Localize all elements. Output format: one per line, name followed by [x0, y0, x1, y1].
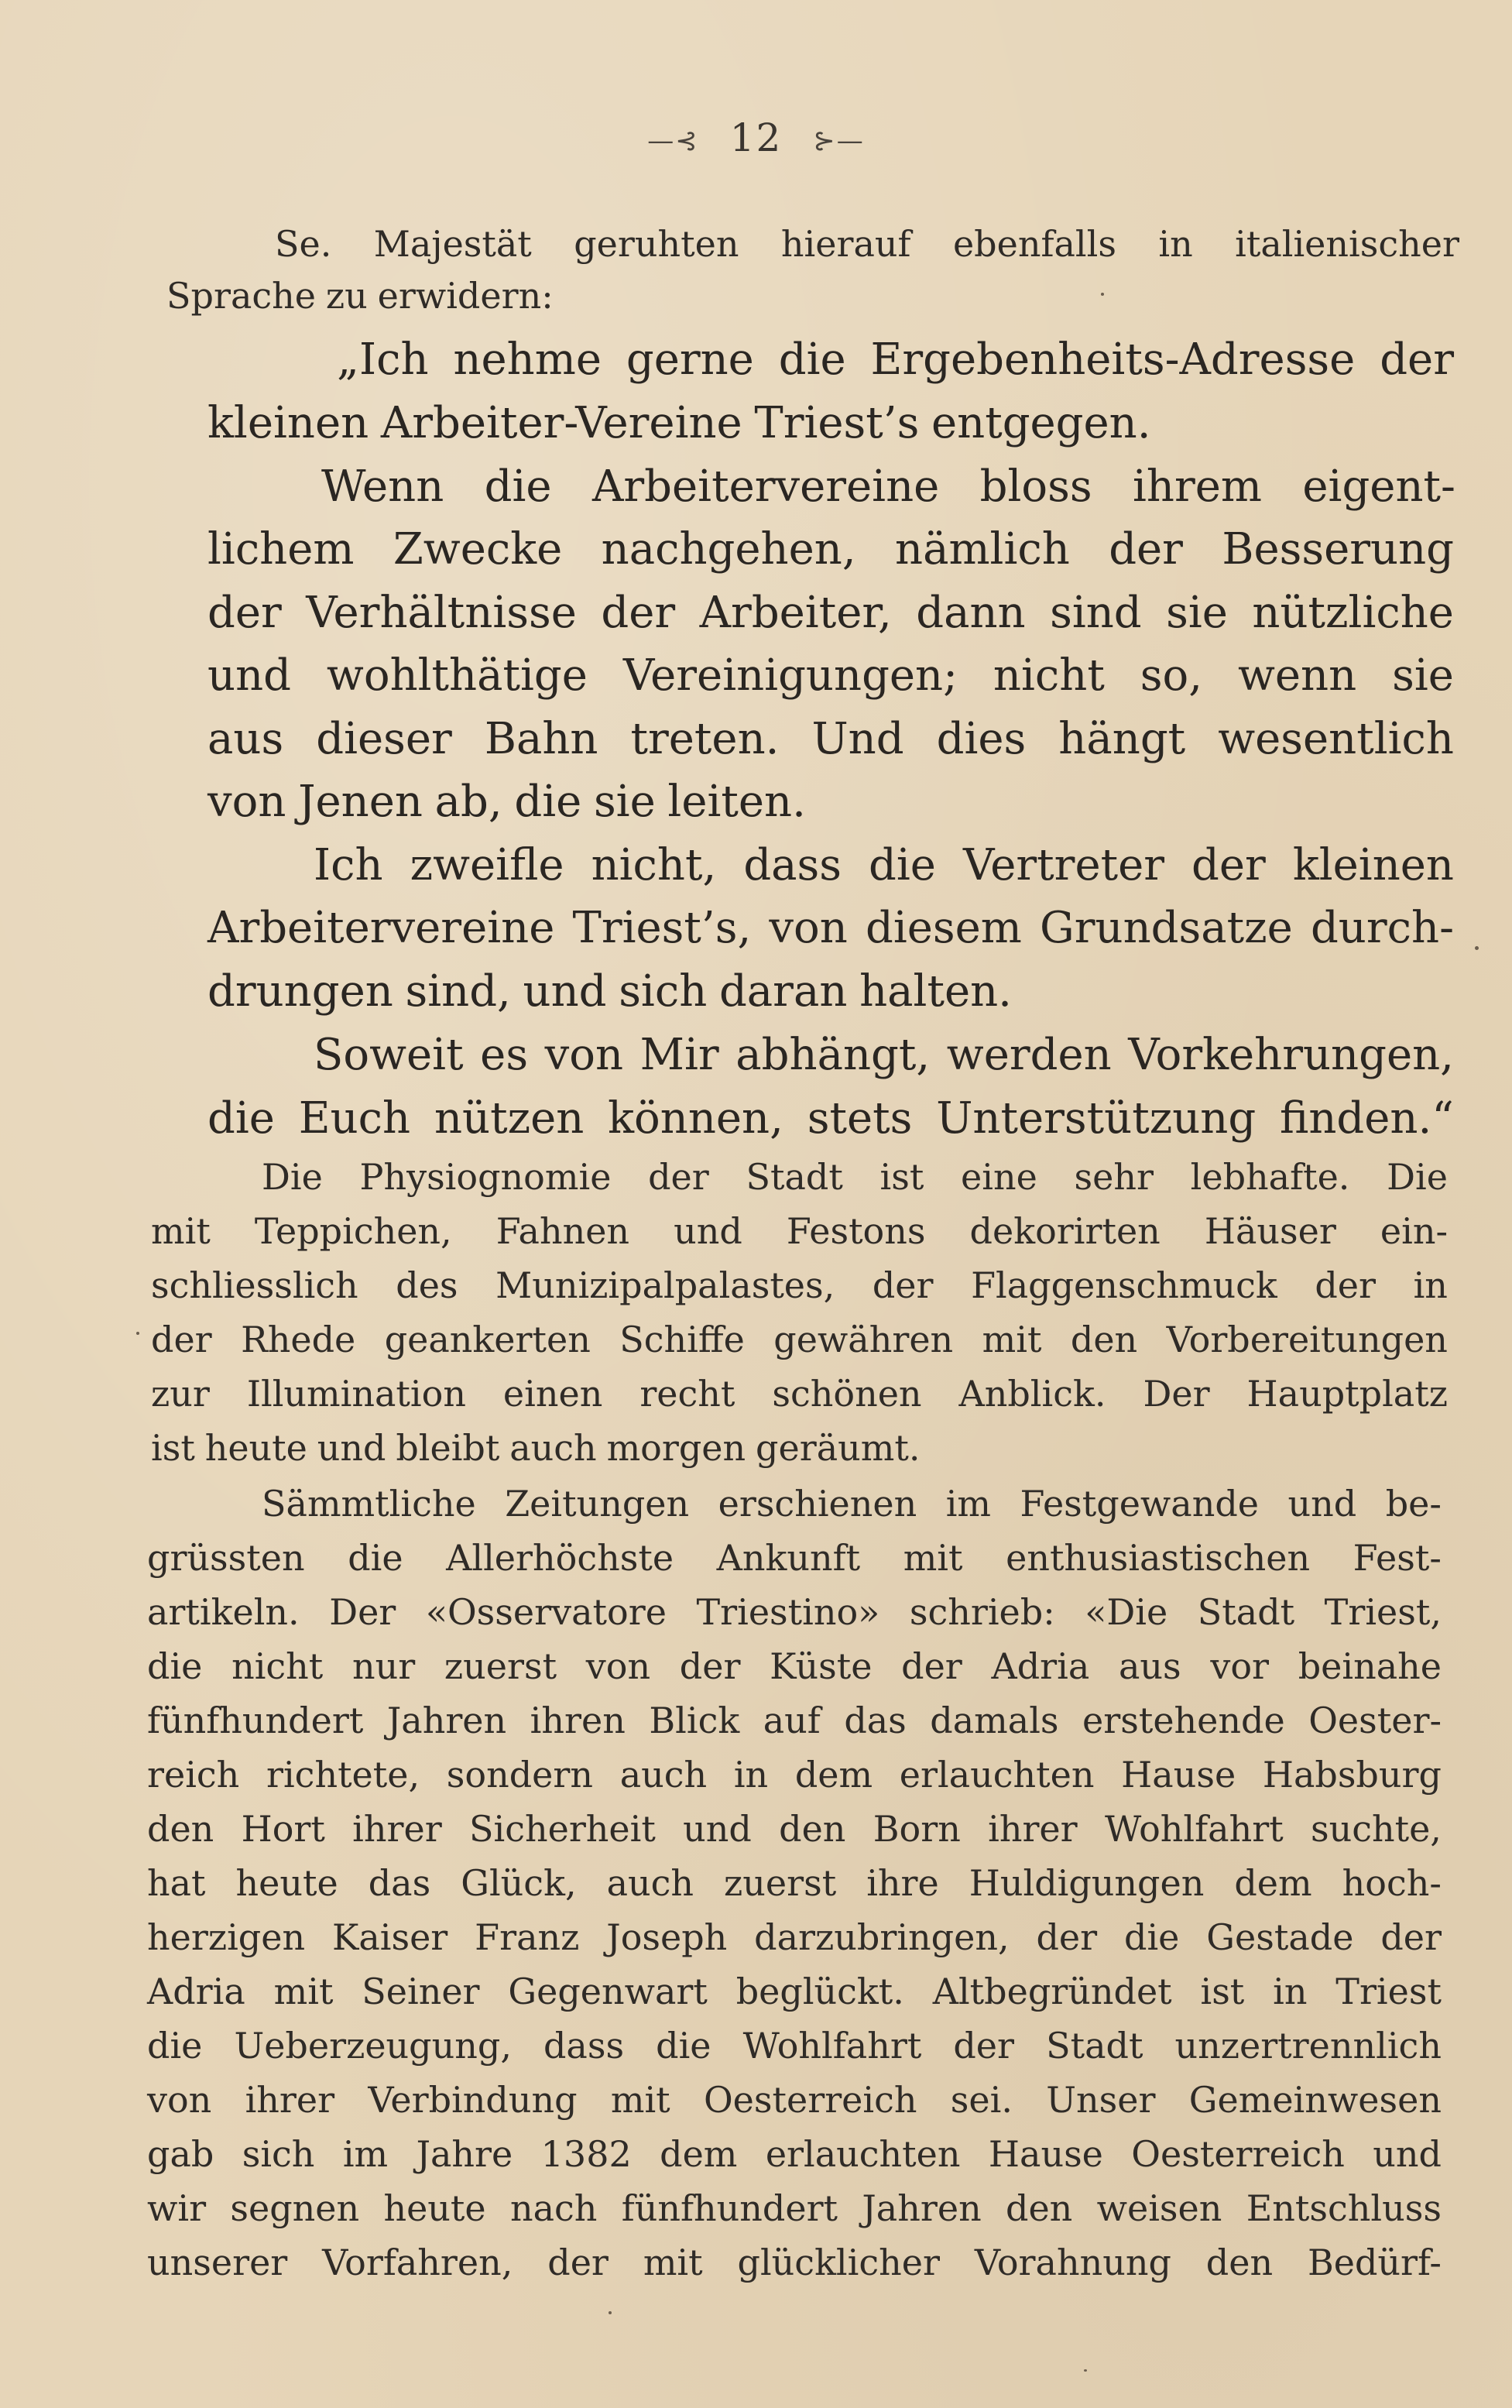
quote-line: die Euch nützen können, stets Unterstützung finden.“ [207, 1093, 1454, 1144]
paper-speck [609, 2311, 612, 2314]
body-line: Sämmtliche Zeitungen erschienen im Festgewande und be- [262, 1483, 1442, 1525]
body-line: unserer Vorfahren, der mit glücklicher Vorahnung den Bedürf- [147, 2242, 1442, 2283]
quote-line: kleinen Arbeiter-Vereine Triest’s entgegen. [207, 398, 1151, 448]
body-line: artikeln. Der «Osservatore Triestino» schrieb: «Die Stadt Triest, [147, 1591, 1442, 1633]
paper-speck [1101, 293, 1104, 296]
body-line: wir segnen heute nach fünfhundert Jahren den weisen Entschluss [147, 2187, 1442, 2229]
quote-line: der Verhältnisse der Arbeiter, dann sind sie nützliche [207, 588, 1454, 638]
quote-line: Ich zweifle nicht, dass die Vertreter der kleinen [314, 840, 1454, 890]
body-line: reich richtete, sondern auch in dem erlauchten Hause Habsburg [147, 1754, 1442, 1796]
quote-line: Arbeitervereine Triest’s, von diesem Grundsatze durch- [207, 903, 1454, 953]
paper-speck [136, 1332, 139, 1335]
paper-speck [1084, 2369, 1087, 2372]
quote-line: lichem Zwecke nachgehen, nämlich der Besserung [207, 524, 1454, 575]
body-line: zur Illumination einen recht schönen Anblick. Der Hauptplatz [151, 1373, 1448, 1415]
page-number: 12 [729, 115, 783, 160]
body-line: grüssten die Allerhöchste Ankunft mit enthusiastischen Fest- [147, 1537, 1442, 1579]
body-line: herzigen Kaiser Franz Joseph darzubringen, der die Gestade der [147, 1916, 1442, 1958]
body-line: die nicht nur zuerst von der Küste der Adria aus vor beinahe [147, 1645, 1442, 1687]
quote-line: drungen sind, und sich daran halten. [207, 966, 1012, 1017]
header-right-ornament: ⊱— [813, 125, 865, 156]
quote-line: aus dieser Bahn treten. Und dies hängt wesentlich [207, 714, 1454, 764]
header-left-ornament: —⊰ [647, 125, 699, 156]
body-line: ist heute und bleibt auch morgen geräumt. [151, 1427, 921, 1469]
body-line: gab sich im Jahre 1382 dem erlauchten Hause Oesterreich und [147, 2133, 1442, 2175]
intro-line: Sprache zu erwidern: [166, 275, 554, 317]
quote-line: Wenn die Arbeitervereine bloss ihrem eigent- [321, 461, 1455, 512]
paper-speck [1475, 946, 1479, 950]
quote-line: und wohlthätige Vereinigungen; nicht so, wenn sie [207, 650, 1454, 701]
body-line: hat heute das Glück, auch zuerst ihre Huldigungen dem hoch- [147, 1862, 1442, 1904]
intro-line: Se. Majestät geruhten hierauf ebenfalls in italienischer [275, 223, 1459, 265]
body-line: schliesslich des Munizipalpalastes, der Flaggenschmuck der in [151, 1264, 1448, 1306]
body-line: den Hort ihrer Sicherheit und den Born ihrer Wohlfahrt suchte, [147, 1808, 1442, 1850]
body-line: fünfhundert Jahren ihren Blick auf das damals erstehende Oester- [147, 1700, 1442, 1741]
body-line: Adria mit Seiner Gegenwart beglückt. Altbegründet ist in Triest [147, 1971, 1442, 2012]
quote-line: „Ich nehme gerne die Ergebenheits-Adresse der [337, 334, 1454, 385]
body-line: von ihrer Verbindung mit Oesterreich sei. Unser Gemeinwesen [147, 2079, 1442, 2121]
page-header [0, 115, 1512, 164]
quote-line: von Jenen ab, die sie leiten. [207, 777, 806, 827]
body-line: der Rhede geankerten Schiffe gewähren mit den Vorbereitungen [151, 1319, 1448, 1360]
body-line: die Ueberzeugung, dass die Wohlfahrt der Stadt unzertrennlich [147, 2025, 1442, 2067]
body-line: mit Teppichen, Fahnen und Festons dekorirten Häuser ein- [151, 1210, 1448, 1252]
body-line: Die Physiognomie der Stadt ist eine sehr lebhafte. Die [262, 1156, 1448, 1198]
quote-line: Soweit es von Mir abhängt, werden Vorkehrungen, [314, 1030, 1454, 1080]
